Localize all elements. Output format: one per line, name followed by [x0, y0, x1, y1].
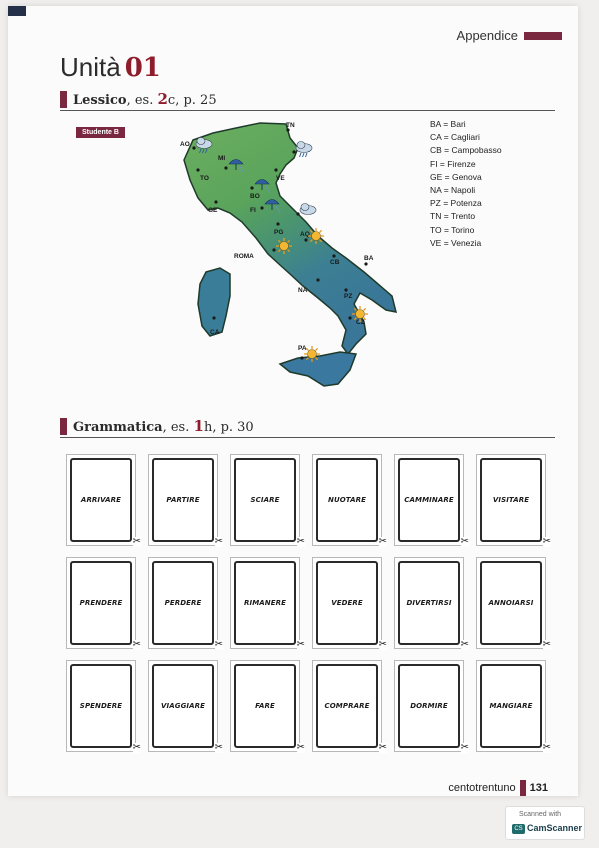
verb-card [476, 454, 551, 547]
city-dot [348, 316, 351, 319]
section-grammatica-heading [60, 417, 555, 438]
cloud-icon [300, 204, 316, 215]
unit-title [60, 52, 161, 83]
city-dot [212, 316, 215, 319]
card-frame [398, 664, 460, 748]
verb-card [66, 557, 141, 650]
verb-card [66, 454, 141, 547]
legend-item: FI = Firenze [430, 158, 476, 169]
verb-card [66, 660, 141, 753]
verb-card [394, 660, 469, 753]
city-dot [296, 212, 299, 215]
verb-label: SPENDERE [79, 702, 123, 710]
verb-card [230, 454, 305, 547]
card-frame [316, 458, 378, 542]
sicily-shape [280, 352, 356, 386]
city-dot [196, 168, 199, 171]
scissors-icon: ✂ [132, 742, 141, 753]
verb-label: SCIARE [250, 496, 280, 504]
legend-item: CA = Cagliari [430, 132, 480, 143]
sun-icon [276, 238, 292, 254]
appendix-bar [524, 32, 562, 40]
city-label: BA [364, 255, 374, 262]
scissors-icon: ✂ [214, 536, 223, 547]
sardinia-shape [198, 268, 230, 336]
city-legend [430, 118, 502, 250]
scissors-icon: ✂ [378, 536, 387, 547]
verb-label: MANGIARE [489, 702, 533, 710]
page-ref: , p. 25 [175, 93, 217, 108]
exercise-number: 1 [193, 417, 204, 435]
appendix-label: Appendice [456, 28, 518, 43]
sun-icon [304, 346, 320, 362]
verb-card [230, 660, 305, 753]
camscanner-brand: CamScanner [527, 823, 583, 833]
city-label: AO [180, 141, 190, 148]
scissors-icon: ✂ [296, 639, 305, 650]
scissors-icon: ✂ [460, 639, 469, 650]
city-label: MI [218, 155, 226, 162]
scissors-icon: ✂ [214, 639, 223, 650]
section-ref-prefix: , es. [126, 93, 158, 108]
city-dot [344, 288, 347, 291]
verb-label: CAMMINARE [404, 496, 454, 504]
city-dot [292, 150, 295, 153]
page-footer [448, 780, 548, 796]
scanned-with-label: Scanned with [519, 811, 562, 818]
verb-label: ANNOIARSI [488, 599, 534, 607]
scissors-icon: ✂ [542, 639, 551, 650]
exercise-number: 2 [157, 90, 168, 108]
verb-cards-grid [66, 454, 551, 759]
verb-card [312, 557, 387, 650]
scissors-icon: ✂ [296, 536, 305, 547]
unit-label: Unità [60, 52, 121, 82]
verb-card [148, 660, 223, 753]
card-frame [480, 664, 542, 748]
verb-label: FARE [255, 702, 275, 710]
appendix-header [457, 28, 562, 43]
page-number-word: centotrentuno [448, 782, 516, 794]
verb-label: NUOTARE [327, 496, 366, 504]
card-frame [316, 561, 378, 645]
scissors-icon: ✂ [378, 742, 387, 753]
legend-item: CB = Campobasso [430, 145, 502, 156]
exercise-letter: c [167, 93, 176, 108]
city-dot [332, 254, 335, 257]
scissors-icon: ✂ [542, 536, 551, 547]
legend-item: NA = Napoli [430, 185, 476, 196]
city-label: CB [330, 259, 340, 266]
card-frame [152, 561, 214, 645]
city-dot [300, 356, 303, 359]
scissors-icon: ✂ [214, 742, 223, 753]
unit-number: 01 [124, 53, 161, 83]
city-dot [274, 168, 277, 171]
verb-label: ARRIVARE [80, 496, 122, 504]
card-frame [234, 561, 296, 645]
verb-label: VIAGGIARE [160, 702, 206, 710]
page-ref: , p. 30 [212, 420, 254, 435]
section-lessico-text [73, 90, 217, 108]
scissors-icon: ✂ [460, 536, 469, 547]
verb-card [148, 454, 223, 547]
verb-card [476, 557, 551, 650]
verb-label: VEDERE [331, 599, 363, 607]
student-badge: Studente B [76, 127, 125, 138]
scissors-icon: ✂ [542, 742, 551, 753]
scissors-icon: ✂ [378, 639, 387, 650]
city-label: NA [298, 287, 308, 294]
legend-item: VE = Venezia [430, 237, 482, 248]
city-label: GE [208, 207, 218, 214]
scissors-icon: ✂ [296, 742, 305, 753]
city-label: BO [250, 193, 260, 200]
city-an [296, 204, 316, 216]
card-frame [316, 664, 378, 748]
city-label: PZ [344, 293, 353, 300]
card-frame [480, 561, 542, 645]
city-tn [286, 122, 295, 132]
card-frame [70, 561, 132, 645]
city-dot [250, 186, 253, 189]
footer-bar [520, 780, 526, 796]
city-label: PG [274, 229, 284, 236]
city-dot [260, 206, 263, 209]
section-title: Lessico [73, 93, 127, 108]
city-label: AQ [300, 231, 310, 238]
city-label: CZ [356, 319, 365, 326]
verb-card [312, 660, 387, 753]
card-frame [152, 458, 214, 542]
city-label: VE [276, 175, 285, 182]
legend-item: BA = Bari [430, 119, 466, 129]
section-grammatica-text [73, 417, 254, 435]
corner-mark [8, 6, 26, 16]
page-number: 131 [529, 782, 548, 794]
city-dot [316, 278, 319, 281]
verb-card [394, 557, 469, 650]
verb-card [148, 557, 223, 650]
verb-label: COMPRARE [324, 702, 370, 710]
exercise-letter: h [203, 420, 213, 435]
verb-label: PARTIRE [166, 496, 200, 504]
card-frame [234, 458, 296, 542]
section-marker [60, 91, 67, 108]
verb-card [394, 454, 469, 547]
scissors-icon: ✂ [460, 742, 469, 753]
city-dot [224, 166, 227, 169]
city-label: TO [200, 175, 209, 182]
card-frame [234, 664, 296, 748]
verb-card [476, 660, 551, 753]
section-ref-prefix: , es. [162, 420, 194, 435]
city-dot [276, 222, 279, 225]
card-frame [480, 458, 542, 542]
city-label: PA [298, 345, 307, 352]
verb-label: PRENDERE [79, 599, 123, 607]
city-label: TN [286, 122, 295, 129]
city-dot [214, 200, 217, 203]
verb-label: DORMIRE [410, 702, 448, 710]
italy-weather-map [168, 118, 408, 398]
legend-item: PZ = Potenza [430, 198, 482, 209]
verb-card [312, 454, 387, 547]
section-marker [60, 418, 67, 435]
verb-card [230, 557, 305, 650]
city-label: CA [210, 329, 220, 336]
section-lessico-heading [60, 90, 555, 111]
verb-label: VISITARE [492, 496, 530, 504]
sun-icon [308, 228, 324, 244]
verb-label: RIMANERE [244, 599, 286, 607]
card-frame [152, 664, 214, 748]
city-dot [192, 146, 195, 149]
card-frame [70, 458, 132, 542]
scissors-icon: ✂ [132, 536, 141, 547]
textbook-page [8, 6, 578, 796]
scissors-icon: ✂ [132, 639, 141, 650]
camscanner-watermark [505, 806, 585, 840]
city-dot [304, 238, 307, 241]
legend-item: TN = Trento [430, 211, 476, 222]
storm-cloud-icon [296, 142, 312, 158]
legend-item: TO = Torino [430, 224, 475, 235]
card-frame [398, 458, 460, 542]
city-dot [272, 248, 275, 251]
city-label: ROMA [234, 253, 254, 260]
card-frame [70, 664, 132, 748]
sun-icon [352, 306, 368, 322]
city-label: FI [250, 207, 256, 214]
legend-item: GE = Genova [430, 171, 482, 182]
section-title: Grammatica [73, 420, 163, 435]
city-dot [364, 262, 367, 265]
card-frame [398, 561, 460, 645]
verb-label: DIVERTIRSI [406, 599, 452, 607]
city-ba [364, 255, 374, 266]
camscanner-logo-icon: CS [512, 824, 525, 834]
verb-label: PERDERE [164, 599, 202, 607]
